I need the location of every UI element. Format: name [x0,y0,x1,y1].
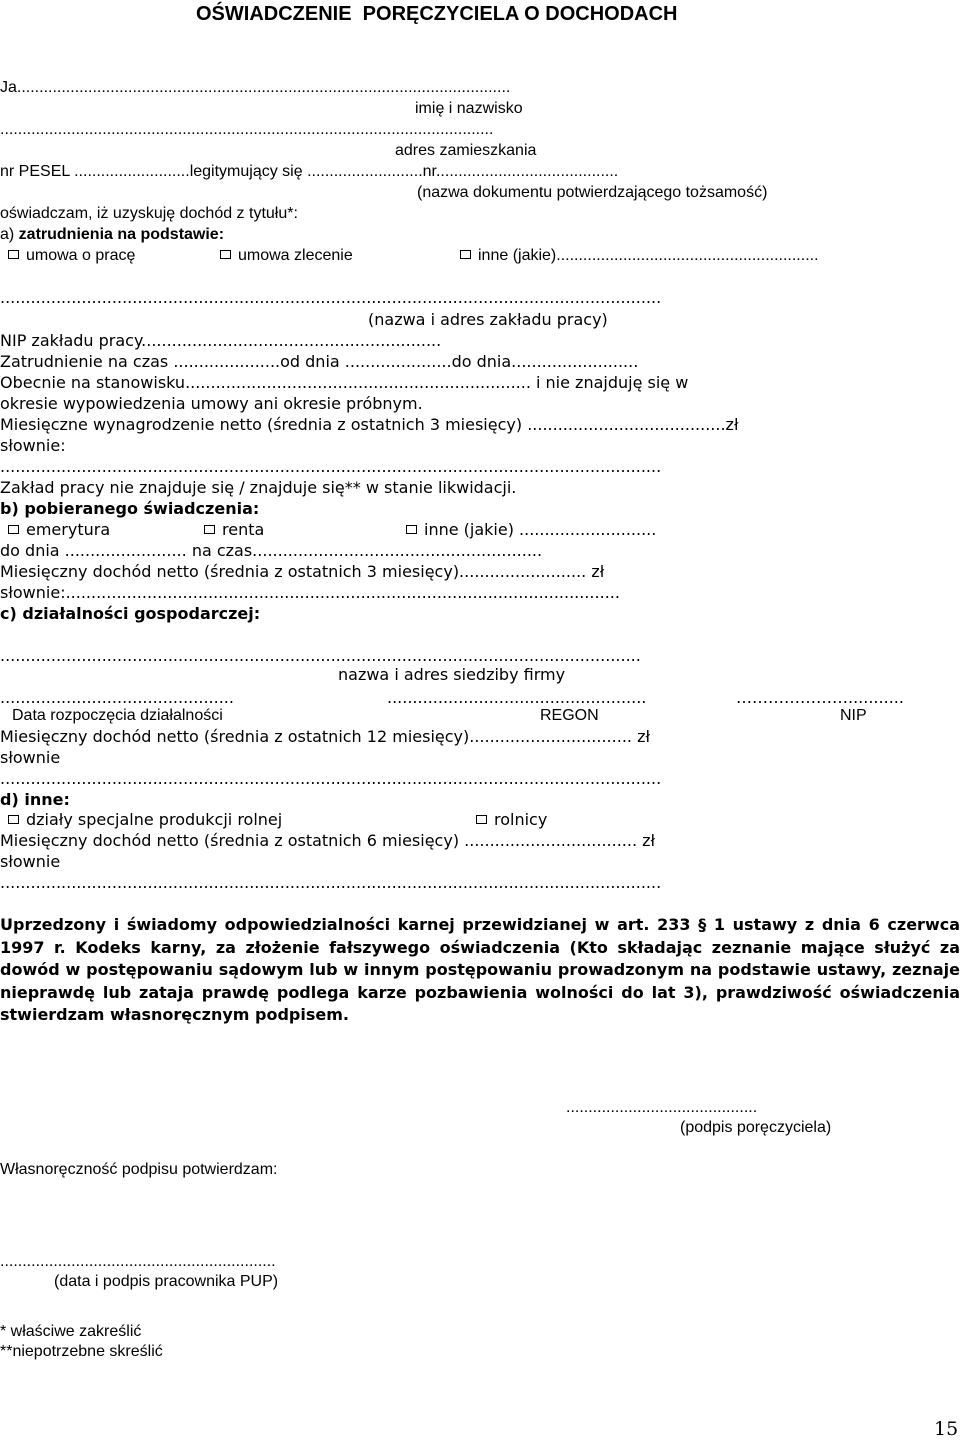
pesel-line[interactable]: nr PESEL ..........................legitymujący się ..........................nr......................................... [0,163,619,180]
guarantor-signature-caption: (podpis poręczyciela) [680,1119,832,1136]
other-words-field[interactable]: .................................................................................................................................. [0,873,662,892]
document-title: OŚWIADCZENIE PORĘCZYCIELA O DOCHODACH [196,3,678,25]
benefit-words-line[interactable]: słownie:............................................................................................................. [0,583,620,602]
footnote-mark-one: * właściwe zakreślić [0,1323,142,1340]
option-emerytura[interactable] [8,520,110,540]
checkbox-icon[interactable] [204,525,215,534]
benefit-period-line[interactable]: do dnia ........................ na czas......................................................... [0,541,543,560]
start-date-field[interactable]: .............................................. [0,688,234,707]
other-income-line[interactable]: Miesięczny dochód netto (średnia z ostatnich 6 miesięcy) .................................. zł [0,831,656,850]
checkbox-icon[interactable] [476,815,487,824]
checkbox-icon[interactable] [8,815,19,824]
checkbox-icon[interactable] [406,525,417,534]
option-umowa-zlecenie-label: umowa zlecenie [238,247,353,264]
name-caption: imię i nazwisko [415,100,523,117]
signature-confirmation-label: Własnoręczność podpisu potwierdzam: [0,1161,278,1178]
option-inne-b[interactable] [406,520,656,540]
option-umowa-o-prace[interactable] [8,246,135,266]
ja-field[interactable]: Ja............................................................................................................... [0,79,511,96]
other-words-label: słownie [0,852,61,871]
company-field[interactable]: .............................................................................................................................. [0,646,641,665]
option-renta-label: renta [222,520,265,539]
pup-signature-caption: (data i podpis pracownika PUP) [54,1273,279,1290]
salary-words-field[interactable]: .................................................................................................................................. [0,457,662,476]
business-words-field[interactable]: .................................................................................................................................. [0,769,662,788]
option-inne-a-label: inne (jakie)........................................................... [478,247,819,264]
nip-caption: NIP [840,707,867,724]
salary-line[interactable]: Miesięczne wynagrodzenie netto (średnia z ostatnich 3 miesięcy) .......................................zł [0,415,739,434]
section-c-heading: c) działalności gospodarczej: [0,604,261,623]
regon-field[interactable]: ................................................... [387,688,647,707]
option-umowa-o-prace-label: umowa o pracę [26,247,136,264]
section-a-heading [0,225,224,245]
option-dzialy-specjalne[interactable] [8,810,282,830]
section-a-title: zatrudnienia na podstawie: [18,226,225,243]
option-renta[interactable] [204,520,264,540]
section-b-heading: b) pobieranego świadczenia: [0,499,260,518]
checkbox-icon[interactable] [460,250,471,259]
footnote-mark-two: **niepotrzebne skreślić [0,1343,163,1360]
employer-field[interactable]: .................................................................................................................................. [0,288,662,307]
section-a-prefix: a) [0,226,19,243]
document-caption: (nazwa dokumentu potwierdzającego tożsamość) [417,184,768,201]
regon-caption: REGON [540,707,599,724]
checkbox-icon[interactable] [8,525,19,534]
business-words-label: słownie [0,748,61,767]
option-rolnicy-label: rolnicy [494,810,548,829]
declaration-line: oświadczam, iż uzyskuję dochód z tytułu*: [0,205,298,222]
option-inne-b-label: inne (jakie) ........................... [424,520,657,539]
notice-period-line: okresie wypowiedzenia umowy ani okresie próbnym. [0,394,423,413]
position-line[interactable]: Obecnie na stanowisku.................................................................... i nie znajduję się w [0,373,689,392]
section-d-heading: d) inne: [0,790,70,809]
guarantor-signature-field[interactable]: ........................................... [566,1099,758,1116]
benefit-income-line[interactable]: Miesięczny dochód netto (średnia z ostatnich 3 miesięcy)......................... zł [0,562,605,581]
option-rolnicy[interactable] [476,810,547,830]
option-emerytura-label: emerytura [26,520,111,539]
start-date-caption: Data rozpoczęcia działalności [12,707,223,724]
liability-statement: Uprzedzony i świadomy odpowiedzialności karnej przewidzianej w art. 233 § 1 ustawy z dnia 6 czerwca 1997 r. Kodeks karny, za złożenie fałszywego oświadczenia (Kto składając zeznanie mające służyć za dowód w postępowaniu sądowym lub w innym postępowaniu prowadzonym na podstawie ustawy, zeznaje nieprawdę lub zataja prawdę podlega karze pozbawienia wolności do lat 3), prawdziwość oświadczenia stwierdzam własnoręcznym podpisem. [0,915,960,1025]
employment-period-line[interactable]: Zatrudnienie na czas .....................od dnia .....................do dnia......................... [0,352,639,371]
salary-words-label: słownie: [0,436,66,455]
nip-field[interactable]: …………………........... [736,688,904,707]
liquidation-line: Zakład pracy nie znajduje się / znajduje się** w stanie likwidacji. [0,478,517,497]
nip-zakladu-line[interactable]: NIP zakładu pracy........................................................... [0,331,442,350]
company-caption: nazwa i adres siedziby firmy [338,665,566,684]
option-inne-a[interactable] [460,246,819,266]
business-income-line[interactable]: Miesięczny dochód netto (średnia z ostatnich 12 miesięcy)................................ zł [0,727,651,746]
address-field[interactable]: ............................................................................................................... [0,121,494,138]
checkbox-icon[interactable] [220,250,231,259]
option-dzialy-specjalne-label: działy specjalne produkcji rolnej [26,810,283,829]
address-caption: adres zamieszkania [395,142,537,159]
employer-caption: (nazwa i adres zakładu pracy) [368,310,608,329]
page-number: 15 [934,1418,959,1440]
checkbox-icon[interactable] [8,250,19,259]
pup-signature-field[interactable]: .............................................................. [0,1253,276,1270]
option-umowa-zlecenie[interactable] [220,246,353,266]
